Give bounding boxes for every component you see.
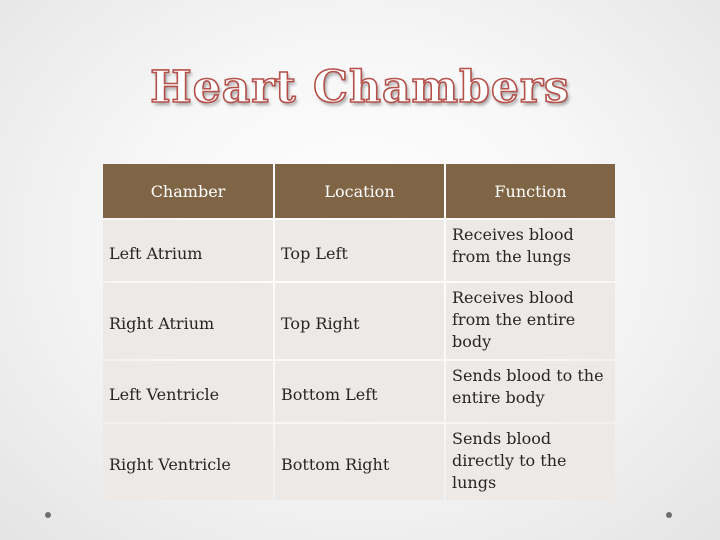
table-row [103, 424, 615, 500]
table-header-row [103, 164, 615, 218]
cell-location: Bottom Right [275, 424, 444, 500]
cell-location: Top Right [275, 283, 444, 359]
cell-function: Receives blood from the lungs [446, 220, 615, 281]
cell-function: Sends blood to the entire body [446, 361, 615, 422]
table-row [103, 220, 615, 281]
slide-title: Heart Chambers [150, 62, 570, 113]
cell-chamber: Right Ventricle [103, 424, 273, 500]
header-chamber: Chamber [103, 164, 273, 218]
cell-chamber: Left Atrium [103, 220, 273, 281]
cell-chamber: Left Ventricle [103, 361, 273, 422]
header-function: Function [446, 164, 615, 218]
header-location: Location [275, 164, 444, 218]
cell-function: Receives blood from the entire body [446, 283, 615, 359]
table-row [103, 361, 615, 422]
table-row [103, 283, 615, 359]
cell-function: Sends blood directly to the lungs [446, 424, 615, 500]
cell-location: Top Left [275, 220, 444, 281]
decorative-dot-left [45, 512, 51, 518]
decorative-dot-right [666, 512, 672, 518]
chambers-table [101, 162, 617, 502]
cell-location: Bottom Left [275, 361, 444, 422]
cell-chamber: Right Atrium [103, 283, 273, 359]
